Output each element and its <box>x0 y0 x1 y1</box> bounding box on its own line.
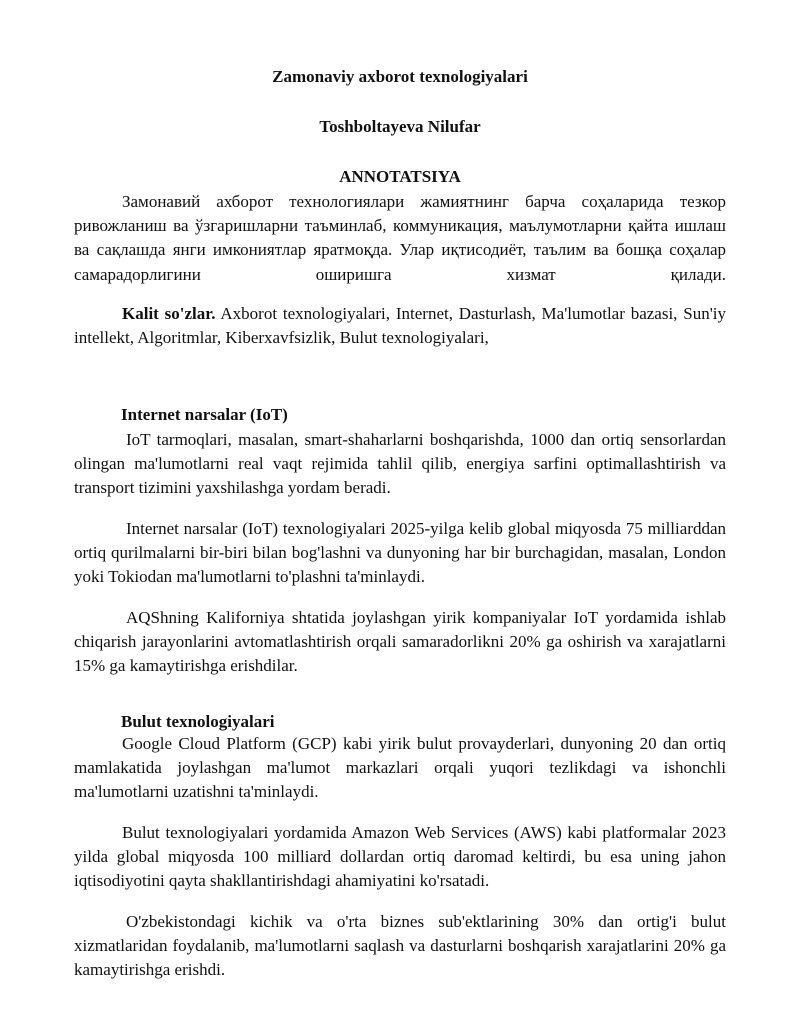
paragraph-iot-1: IoT tarmoqlari, masalan, smart-shaharlarni boshqarishda, 1000 dan ortiq sensorlardan olingan ma'lumotlarni real vaqt rejimida tahlil qilib, energiya sarfini optimallashtirish va transport tizimini yaxshilashga yordam beradi. <box>74 430 726 498</box>
paragraph-cloud-3: O'zbekistondagi kichik va o'rta biznes sub'ektlarining 30% dan ortig'i bulut xizmatlaridan foydalanib, ma'lumotlarni saqlash va dasturlarni boshqarish xarajatlarini 20% ga kamaytirishga erishdi. <box>74 912 726 980</box>
section-heading-cloud: Bulut texnologiyalari <box>121 712 275 731</box>
keywords-text: Axborot texnologiyalari, Internet, Dasturlash, Ma'lumotlar bazasi, Sun'iy intellekt, Algoritmlar, Kiberxavfsizlik, Bulut texnologiyalari, <box>74 304 726 348</box>
keywords-label: Kalit so'zlar. <box>122 304 216 323</box>
document-title: Zamonaviy axborot texnologiyalari <box>272 67 528 86</box>
paragraph-iot-2: Internet narsalar (IoT) texnologiyalari 2025-yilga kelib global miqyosda 75 milliarddan ortiq qurilmalarni bir-biri bilan bog'lashni va dunyoning har bir burchagidan, masalan, London yoki Tokiodan ma'lumotlarni to'plashni ta'minlaydi. <box>74 519 726 587</box>
section-heading-iot: Internet narsalar (IoT) <box>121 405 288 424</box>
annotation-heading: ANNOTATSIYA <box>339 167 461 186</box>
paragraph-iot-3: AQShning Kaliforniya shtatida joylashgan yirik kompaniyalar IoT yordamida ishlab chiqarish jarayonlarini avtomatlashtirish orqali samaradorlikni 20% ga oshirish va xarajatlarni 15% ga kamaytirishga erishdilar. <box>74 608 726 676</box>
annotation-text: Замонавий ахборот технологиялари жамиятнинг барча соҳаларида тезкор ривожланиш ва ўзгаришларни таъминлаб, коммуникация, маълумотларни қайта ишлаш ва сақлашда янги имкониятлар яратмоқда. Улар иқтисодиёт, таълим ва бошқа соҳалар самарадорлигини оширишга хизмат қилади. <box>74 192 726 284</box>
paragraph-cloud-2: Bulut texnologiyalari yordamida Amazon Web Services (AWS) kabi platformalar 2023 yilda global miqyosda 100 milliard dollardan ortiq daromad keltirdi, bu esa uning jahon iqtisodiyotini qayta shakllantirishdagi ahamiyatini ko'rsatadi. <box>74 823 726 891</box>
author-name: Toshboltayeva Nilufar <box>319 117 481 136</box>
paragraph-cloud-1: Google Cloud Platform (GCP) kabi yirik bulut provayderlari, dunyoning 20 dan ortiq mamlakatida joylashgan ma'lumot markazlari orqali yuqori tezlikdagi va ishonchli ma'lumotlarni uzatishni ta'minlaydi. <box>74 734 726 802</box>
keywords-paragraph <box>74 302 726 350</box>
